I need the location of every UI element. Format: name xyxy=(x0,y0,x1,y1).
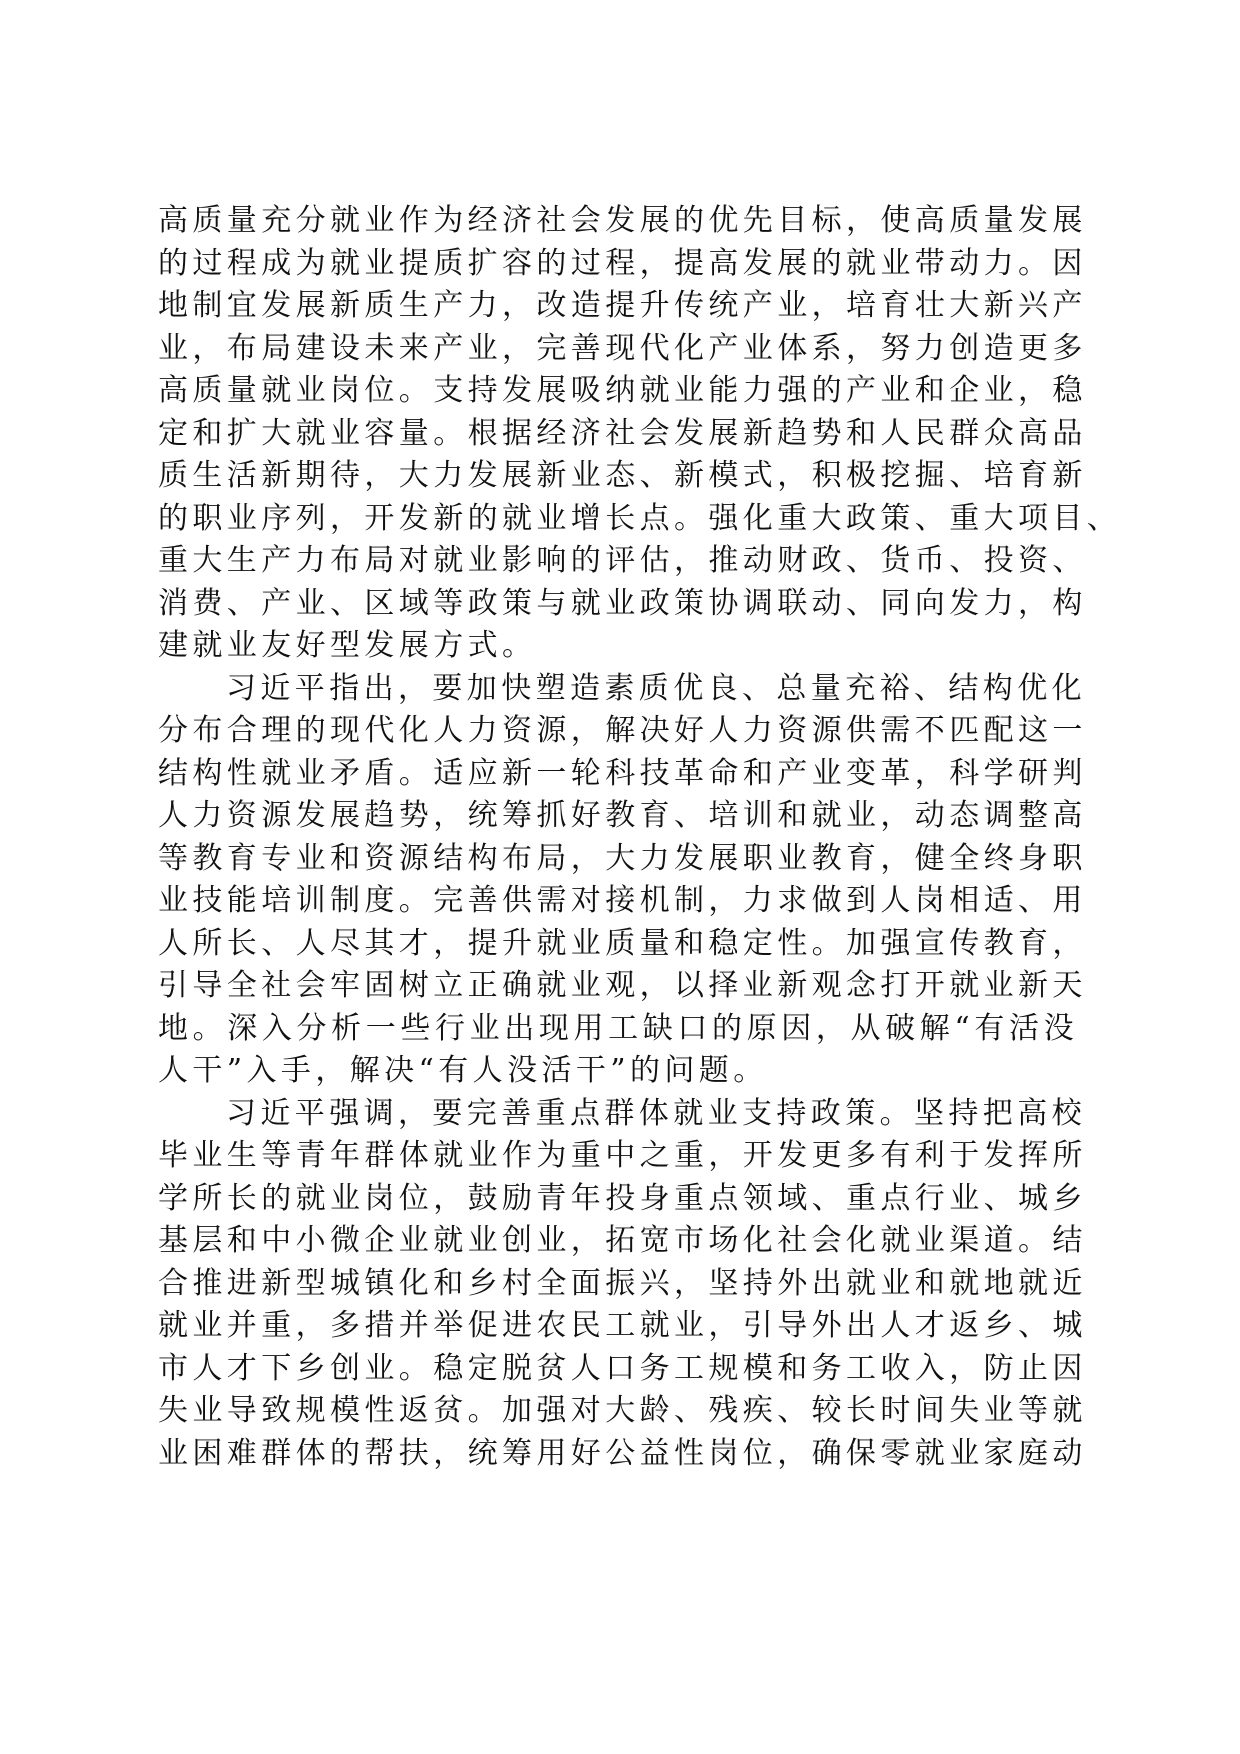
text-line: 人所长、人尽其才，提升就业质量和稳定性。加强宣传教育， xyxy=(158,925,1087,961)
text-line: 失业导致规模性返贫。加强对大龄、残疾、较长时间失业等就 xyxy=(158,1393,1087,1428)
text-line: 就业并重，多措并举促进农民工就业，引导外出人才返乡、城 xyxy=(158,1308,1087,1343)
text-line: 基层和中小微企业就业创业，拓宽市场化社会化就业渠道。结 xyxy=(158,1223,1087,1258)
text-line: 建就业友好型发展方式。 xyxy=(158,628,537,663)
text-line: 业，布局建设未来产业，完善现代化产业体系，努力创造更多 xyxy=(158,330,1087,366)
text-line: 分布合理的现代化人力资源，解决好人力资源供需不匹配这一 xyxy=(158,713,1087,748)
text-line: 引导全社会牢固树立正确就业观，以择业新观念打开就业新天 xyxy=(158,968,1087,1003)
text-line: 习近平指出，要加快塑造素质优良、总量充裕、结构优化 xyxy=(226,670,1086,706)
text-line: 质生活新期待，大力发展新业态、新模式，积极挖掘、培育新 xyxy=(158,458,1087,493)
text-line: 习近平强调，要完善重点群体就业支持政策。坚持把高校 xyxy=(226,1095,1086,1131)
text-line: 市人才下乡创业。稳定脱贫人口务工规模和务工收入，防止因 xyxy=(158,1350,1087,1386)
text-line: 高质量就业岗位。支持发展吸纳就业能力强的产业和企业，稳 xyxy=(158,373,1087,408)
text-line: 人干”入手，解决“有人没活干”的问题。 xyxy=(158,1053,768,1088)
text-line: 人力资源发展趋势，统筹抓好教育、培训和就业，动态调整高 xyxy=(158,798,1087,833)
text-line: 地。深入分析一些行业出现用工缺口的原因，从破解“有活没 xyxy=(158,1010,1078,1046)
body-text xyxy=(158,200,1122,1475)
paragraph-1 xyxy=(158,200,1122,668)
text-line: 的过程成为就业提质扩容的过程，提高发展的就业带动力。因 xyxy=(158,245,1087,281)
text-line: 业困难群体的帮扶，统筹用好公益性岗位，确保零就业家庭动 xyxy=(158,1435,1087,1471)
paragraph-3 xyxy=(158,1093,1087,1476)
text-line: 业技能培训制度。完善供需对接机制，力求做到人岗相适、用 xyxy=(158,883,1087,918)
text-line: 高质量充分就业作为经济社会发展的优先目标，使高质量发展 xyxy=(158,203,1087,238)
text-line: 等教育专业和资源结构布局，大力发展职业教育，健全终身职 xyxy=(158,840,1087,876)
text-line: 消费、产业、区域等政策与就业政策协调联动、同向发力，构 xyxy=(158,585,1087,621)
text-line: 结构性就业矛盾。适应新一轮科技革命和产业变革，科学研判 xyxy=(158,755,1087,791)
text-line: 毕业生等青年群体就业作为重中之重，开发更多有利于发挥所 xyxy=(158,1138,1087,1173)
text-line: 学所长的就业岗位，鼓励青年投身重点领域、重点行业、城乡 xyxy=(158,1180,1087,1216)
text-line: 定和扩大就业容量。根据经济社会发展新趋势和人民群众高品 xyxy=(158,415,1087,451)
paragraph-2 xyxy=(158,668,1087,1093)
text-line: 合推进新型城镇化和乡村全面振兴，坚持外出就业和就地就近 xyxy=(158,1265,1087,1301)
text-line: 地制宜发展新质生产力，改造提升传统产业，培育壮大新兴产 xyxy=(158,288,1087,323)
text-line: 重大生产力布局对就业影响的评估，推动财政、货币、投资、 xyxy=(158,543,1087,578)
text-line: 的职业序列，开发新的就业增长点。强化重大政策、重大项目、 xyxy=(158,500,1122,536)
